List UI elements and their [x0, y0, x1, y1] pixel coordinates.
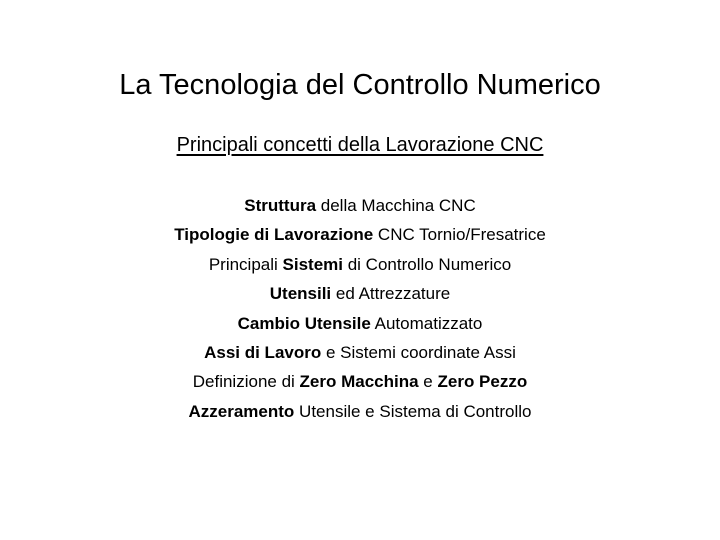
topic-bold: Struttura — [244, 196, 317, 215]
topic-text: CNC Tornio/Fresatrice — [373, 225, 546, 245]
topic-text: di Controllo Numerico — [343, 254, 512, 274]
topic-item — [0, 220, 720, 249]
slide-subtitle: Principali concetti della Lavorazione CNC — [176, 134, 544, 156]
topic-bold: Utensili — [269, 284, 332, 304]
topic-item — [0, 397, 720, 426]
topic-item — [0, 367, 720, 396]
topic-bold: Zero Macchina — [299, 372, 419, 392]
topic-item — [0, 338, 720, 367]
topic-item — [0, 191, 720, 220]
topic-item — [0, 250, 720, 279]
topic-bold: Cambio Utensile — [237, 313, 371, 333]
topic-text: Definizione di — [192, 372, 300, 392]
topic-text: ed Attrezzature — [331, 284, 451, 304]
topic-text: e — [418, 372, 438, 392]
topic-item — [0, 279, 720, 308]
topic-item — [0, 309, 720, 338]
topic-bold: Azzeramento — [188, 401, 295, 421]
topic-list — [0, 191, 720, 426]
topic-bold: Tipologie di Lavorazione — [174, 225, 374, 245]
topic-text: e Sistemi coordinate Assi — [321, 343, 516, 363]
topic-bold: Zero Pezzo — [437, 372, 528, 392]
slide-title: La Tecnologia del Controllo Numerico — [119, 69, 601, 102]
topic-bold: Sistemi — [282, 254, 343, 274]
topic-text: Automatizzato — [370, 313, 483, 333]
topic-text: della Macchina CNC — [316, 196, 476, 215]
topic-text: Utensile e Sistema di Controllo — [294, 401, 532, 421]
topic-text: Principali — [208, 254, 283, 274]
topic-bold: Assi di Lavoro — [204, 343, 322, 363]
